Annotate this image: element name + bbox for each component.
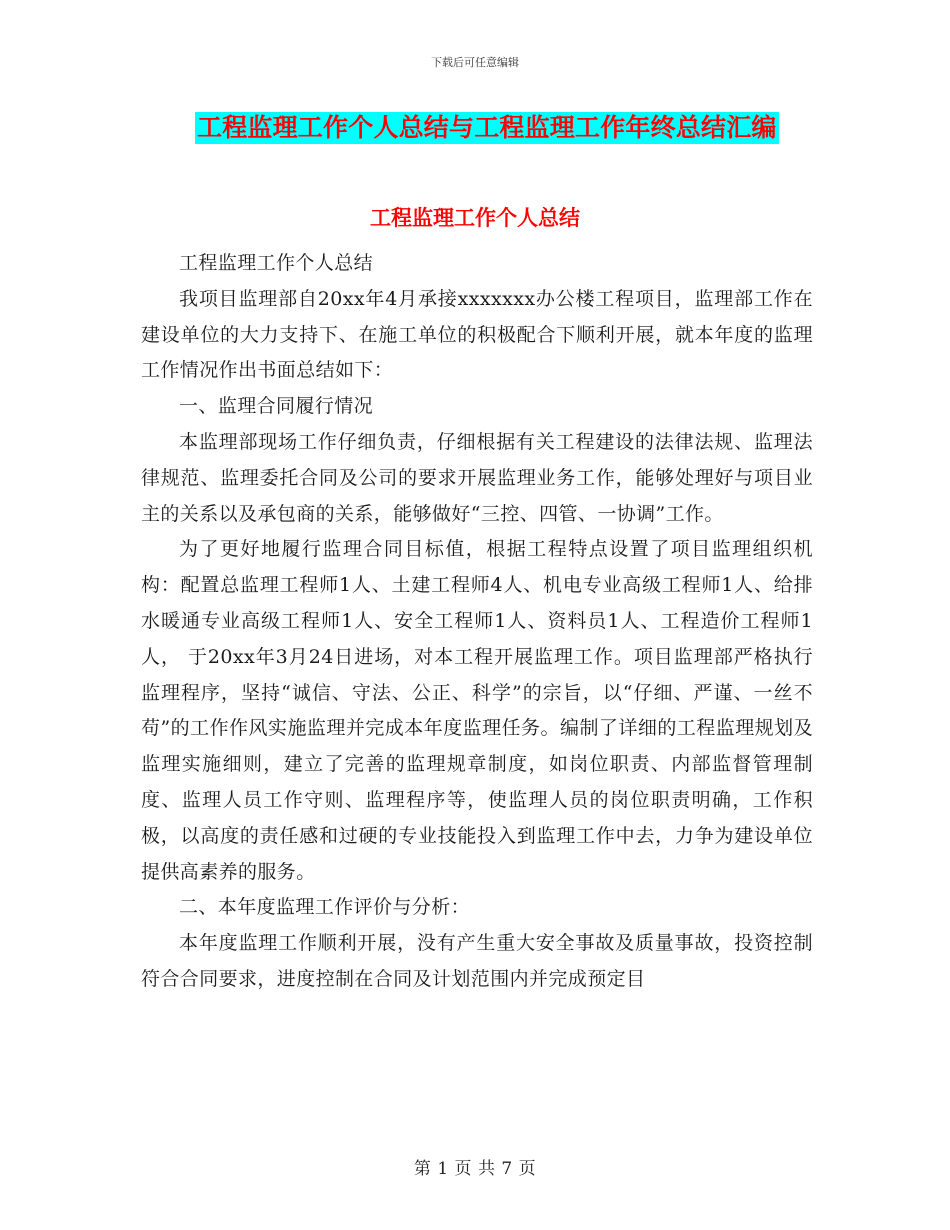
paragraph-contract-performance: 本监理部现场工作仔细负责，仔细根据有关工程建设的法律法规、监理法律规范、监理委托合同及公司的要求开展监理业务工作，能够处理好与项目业主的关系以及承包商的关系，能够做好“三控、四管、一协调”工作。 <box>141 430 813 525</box>
section-title: 工程监理工作个人总结 <box>370 206 580 230</box>
paragraph-section-1-heading: 一、监理合同履行情况 <box>179 395 374 418</box>
document-main-title: 工程监理工作个人总结与工程监理工作年终总结汇编 <box>197 113 777 142</box>
paragraph-section-2-heading: 二、本年度监理工作评价与分析： <box>179 896 471 919</box>
document-body <box>141 246 813 998</box>
page-number: 第 1 页 共 7 页 <box>413 1159 537 1179</box>
paragraph-organization: 为了更好地履行监理合同目标值，根据工程特点设置了项目监理组织机构：配置总监理工程师1人、土建工程师4人、机电专业高级工程师1人、给排水暖通专业高级工程师1人、安全工程师1人、资料员1人、工程造价工程师1人， 于20xx年3月24日进场，对本工程开展监理工作。项目监理部严格执行监理程序，坚持“诚信、守法、公正、科学”的宗旨，以“仔细、严谨、一丝不苟”的工作作风实施监理并完成本年度监理任务。编制了详细的工程监理规划及监理实施细则，建立了完善的监理规章制度，如岗位职责、内部监督管理制度、监理人员工作守则、监理程序等，使监理人员的岗位职责明确，工作积极，以高度的责任感和过硬的专业技能投入到监理工作中去，力争为建设单位提供高素养的服务。 <box>141 538 813 883</box>
paragraph-heading: 工程监理工作个人总结 <box>179 252 374 274</box>
paragraph-evaluation: 本年度监理工作顺利开展，没有产生重大安全事故及质量事故，投资控制符合合同要求，进度控制在合同及计划范围内并完成预定目 <box>141 932 813 990</box>
header-note: 下载后可任意编辑 <box>431 56 519 69</box>
paragraph-intro: 我项目监理部自20xx年4月承接xxxxxxx办公楼工程项目，监理部工作在建设单位的大力支持下、在施工单位的积极配合下顺利开展，就本年度的监理工作情况作出书面总结如下： <box>141 287 813 382</box>
